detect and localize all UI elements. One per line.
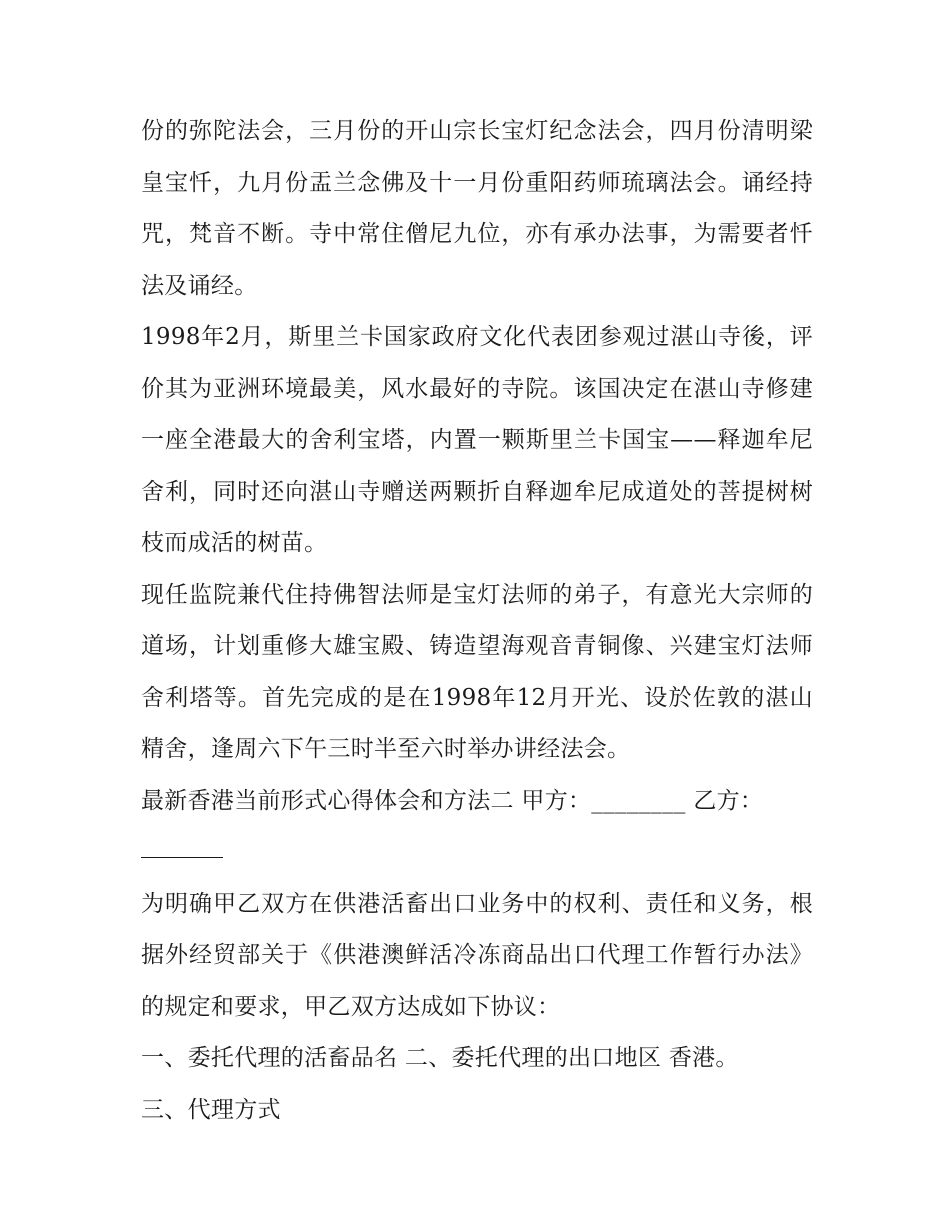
document-body <box>141 106 813 1136</box>
paragraph-sri-lanka-delegation: 1998年2月，斯里兰卡国家政府文化代表团参观过湛山寺後，评价其为亚洲环境最美，风水最好的寺院。该国决定在湛山寺修建一座全港最大的舍利宝塔，内置一颗斯里兰卡国宝——释迦牟尼舍利，同时还向湛山寺赠送两颗折自释迦牟尼成道处的菩提树树枝而成活的树苗。 <box>141 324 813 556</box>
paragraph-current-abbot: 现任监院兼代住持佛智法师是宝灯法师的弟子，有意光大宗师的道场，计划重修大雄宝殿、铸造望海观音青铜像、兴建宝灯法师舍利塔等。首先完成的是在1998年12月开光、设於佐敦的湛山精舍，逢周六下午三时半至六时举办讲经法会。 <box>141 581 813 762</box>
paragraph-dharma-services: 份的弥陀法会，三月份的开山宗长宝灯纪念法会，四月份清明梁皇宝忏，九月份盂兰念佛及十一月份重阳药师琉璃法会。诵经持咒，梵音不断。寺中常住僧尼九位，亦有承办法事，为需要者忏法及诵经。 <box>141 118 813 299</box>
paragraph-contract-heading: 最新香港当前形式心得体会和方法二 甲方：________ 乙方： <box>141 787 764 814</box>
clause-three: 三、代理方式 <box>141 1096 281 1123</box>
clause-one-two: 一、委托代理的活畜品名 二、委托代理的出口地区 香港。 <box>141 1045 739 1071</box>
party-b-blank-line <box>141 857 223 858</box>
paragraph-agreement-purpose: 为明确甲乙双方在供港活畜出口业务中的权利、责任和义务，根据外经贸部关于《供港澳鲜活冷冻商品出口代理工作暂行办法》的规定和要求，甲乙双方达成如下协议： <box>141 890 813 1020</box>
party-b-blank-row <box>141 827 813 879</box>
